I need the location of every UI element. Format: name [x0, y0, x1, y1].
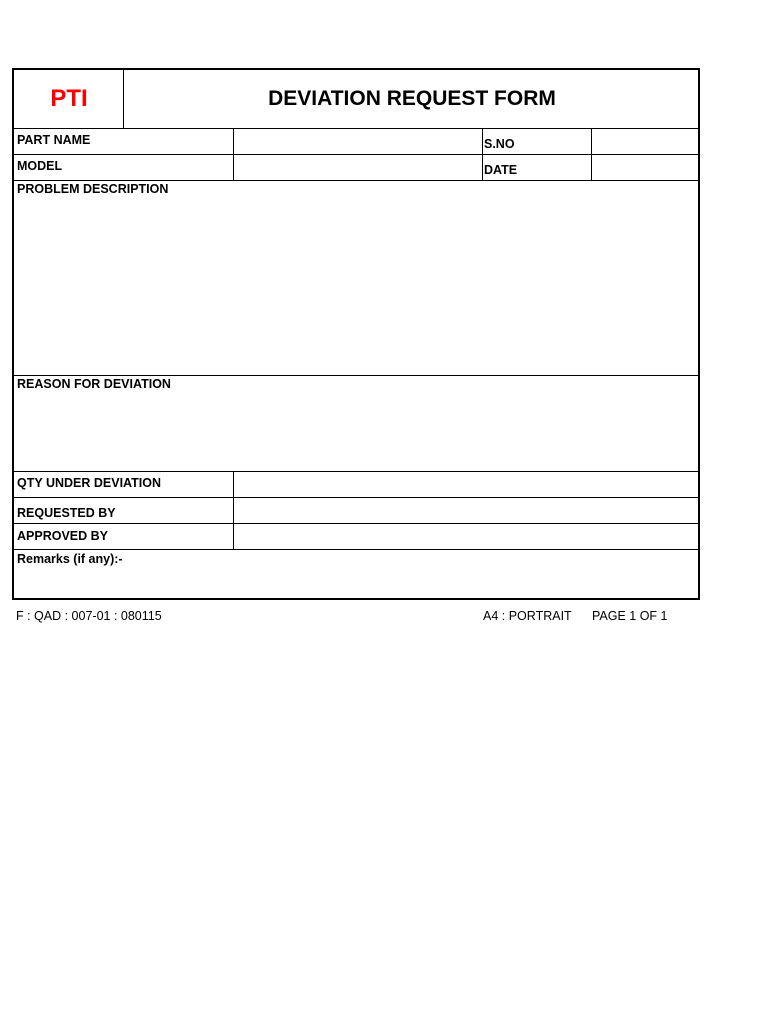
reason-for-deviation-field[interactable]: [14, 394, 700, 471]
requested-by-field[interactable]: [234, 498, 700, 523]
divider: [14, 180, 700, 181]
sno-field[interactable]: [592, 129, 700, 154]
date-label: DATE: [484, 163, 518, 177]
model-label: MODEL: [17, 159, 63, 173]
remarks-field[interactable]: [14, 568, 700, 600]
qty-under-deviation-label: QTY UNDER DEVIATION: [17, 476, 161, 490]
model-field[interactable]: [234, 155, 482, 180]
part-name-field[interactable]: [234, 129, 482, 154]
sno-label: S.NO: [484, 137, 515, 151]
reason-for-deviation-label: REASON FOR DEVIATION: [17, 377, 171, 391]
qty-under-deviation-field[interactable]: [234, 472, 700, 497]
date-field[interactable]: [592, 155, 700, 180]
problem-description-label: PROBLEM DESCRIPTION: [17, 182, 169, 196]
form-title: DEVIATION REQUEST FORM: [268, 87, 556, 110]
approved-by-field[interactable]: [234, 524, 700, 549]
deviation-request-form: [12, 68, 700, 600]
divider: [14, 549, 700, 550]
approved-by-label: APPROVED BY: [17, 529, 108, 543]
divider: [482, 128, 483, 180]
problem-description-field[interactable]: [14, 198, 700, 375]
paper-size: A4 : PORTRAIT: [483, 609, 572, 623]
divider: [14, 375, 700, 376]
part-name-label: PART NAME: [17, 133, 91, 147]
remarks-label: Remarks (if any):-: [17, 552, 123, 566]
company-logo: PTI: [50, 85, 88, 112]
requested-by-label: REQUESTED BY: [17, 506, 116, 520]
page-number: PAGE 1 OF 1: [592, 609, 668, 623]
form-code: F : QAD : 007-01 : 080115: [16, 609, 162, 623]
